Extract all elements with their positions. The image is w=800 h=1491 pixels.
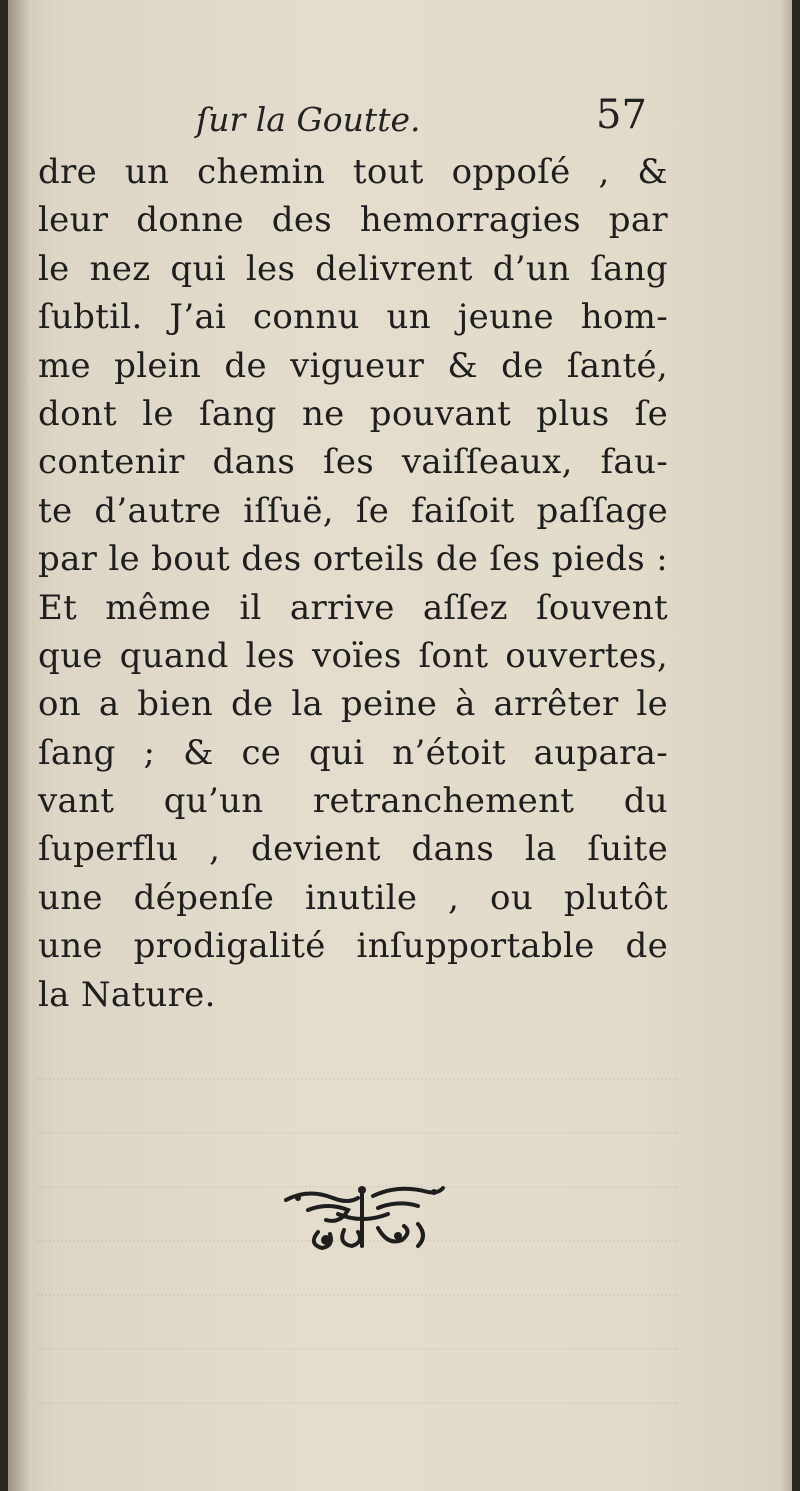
text-line: contenir dans ſes vaiſſeaux, fau- [38,442,668,483]
text-line: me plein de vigueur & de ſanté, [38,345,668,386]
page-number: 57 [596,92,647,138]
text-line: on a bien de la peine à arrêter le [38,684,668,725]
text-line: ſubtil. J’ai connu un jeune hom- [38,297,668,338]
text-line: dre un chemin tout oppoſé , & [38,152,668,192]
running-title: ſur la Goutte. [196,100,421,139]
page-header [8,92,792,152]
text-line: dont le ſang ne pouvant plus ſe [38,393,668,434]
text-line: le nez qui les delivrent d’un ſang [38,248,668,289]
text-line: une prodigalité inſupportable de [38,926,668,967]
fleuron-ornament-icon [278,1180,448,1260]
text-line: te d’autre iſſuë, ſe faiſoit paſſage [38,490,668,531]
text-line: par le bout des orteils de ſes pieds : [38,539,668,580]
body-text [38,148,668,1019]
text-line: Et même il arrive aſſez ſouvent [38,587,668,628]
text-line: leur donne des hemorragies par [38,200,668,241]
book-page [8,0,792,1491]
text-line: la Nature. [38,974,216,1015]
text-line: ſang ; & ce qui n’étoit aupara- [38,732,668,773]
text-line: ſuperflu , devient dans la ſuite [38,829,668,870]
text-line: une dépenſe inutile , ou plutôt [38,877,668,918]
text-line: vant qu’un retranchement du [38,781,668,822]
text-line: que quand les voïes ſont ouvertes, [38,635,668,676]
